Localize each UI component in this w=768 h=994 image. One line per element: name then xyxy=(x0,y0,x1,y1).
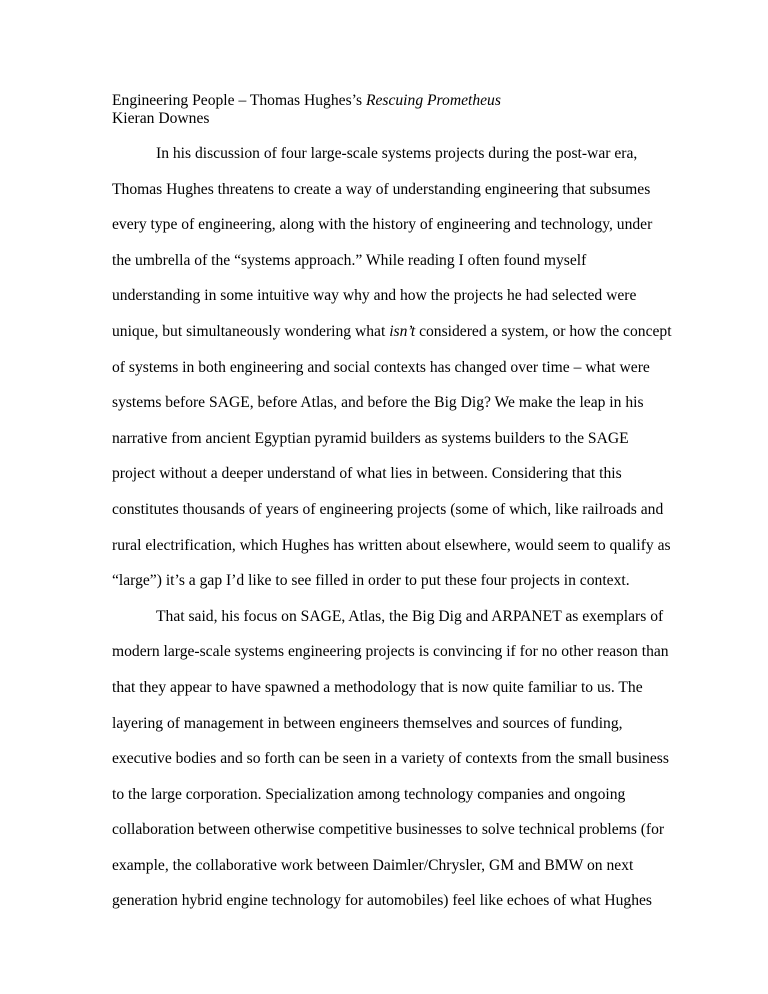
paragraph-1 xyxy=(112,136,672,599)
text-line: project without a deeper understand of what lies in between. Considering that this xyxy=(112,465,622,483)
text-line: That said, his focus on SAGE, Atlas, the Big Dig and ARPANET as exemplars of xyxy=(156,607,664,625)
text-line: systems before SAGE, before Atlas, and before the Big Dig? We make the leap in his xyxy=(112,394,644,412)
text-line: Thomas Hughes threatens to create a way of understanding engineering that subsumes xyxy=(112,180,651,198)
text-line-with-emphasis xyxy=(112,314,672,350)
text-line: of systems in both engineering and social contexts has changed over time – what were xyxy=(112,358,650,376)
text-fragment: considered a system, or how the concept xyxy=(415,322,672,340)
paragraph-2 xyxy=(112,599,672,919)
text-line: that they appear to have spawned a methodology that is now quite familiar to us. The xyxy=(112,678,643,696)
emphasized-word: isn’t xyxy=(389,322,416,340)
text-line: layering of management in between engineers themselves and sources of funding, xyxy=(112,714,623,732)
title-prefix: Engineering People – Thomas Hughes’s xyxy=(112,92,366,109)
text-line: the umbrella of the “systems approach.” While reading I often found myself xyxy=(112,251,587,269)
text-line: to the large corporation. Specialization among technology companies and ongoing xyxy=(112,785,626,803)
text-line: “large”) it’s a gap I’d like to see filled in order to put these four projects in context. xyxy=(112,572,630,590)
text-line: constitutes thousands of years of engineering projects (some of which, like railroads and xyxy=(112,500,664,518)
document-body xyxy=(112,136,672,919)
text-line: example, the collaborative work between Daimler/Chrysler, GM and BMW on next xyxy=(112,856,634,874)
text-line: narrative from ancient Egyptian pyramid builders as systems builders to the SAGE xyxy=(112,429,629,447)
text-line: In his discussion of four large-scale systems projects during the post-war era, xyxy=(156,145,638,162)
text-line: every type of engineering, along with the history of engineering and technology, under xyxy=(112,216,653,234)
text-line: understanding in some intuitive way why and how the projects he had selected were xyxy=(112,287,637,305)
document-title xyxy=(112,92,672,110)
text-line: executive bodies and so forth can be seen in a variety of contexts from the small business xyxy=(112,750,669,768)
text-fragment: unique, but simultaneously wondering what xyxy=(112,322,390,340)
text-line: collaboration between otherwise competitive businesses to solve technical problems (for xyxy=(112,821,665,839)
text-line: generation hybrid engine technology for automobiles) feel like echoes of what Hughes xyxy=(112,892,652,910)
book-title: Rescuing Prometheus xyxy=(365,92,501,109)
author-name: Kieran Downes xyxy=(112,110,210,127)
document-page xyxy=(112,92,672,919)
text-line: modern large-scale systems engineering projects is convincing if for no other reason than xyxy=(112,643,669,661)
text-line: rural electrification, which Hughes has written about elsewhere, would seem to qualify as xyxy=(112,536,671,554)
